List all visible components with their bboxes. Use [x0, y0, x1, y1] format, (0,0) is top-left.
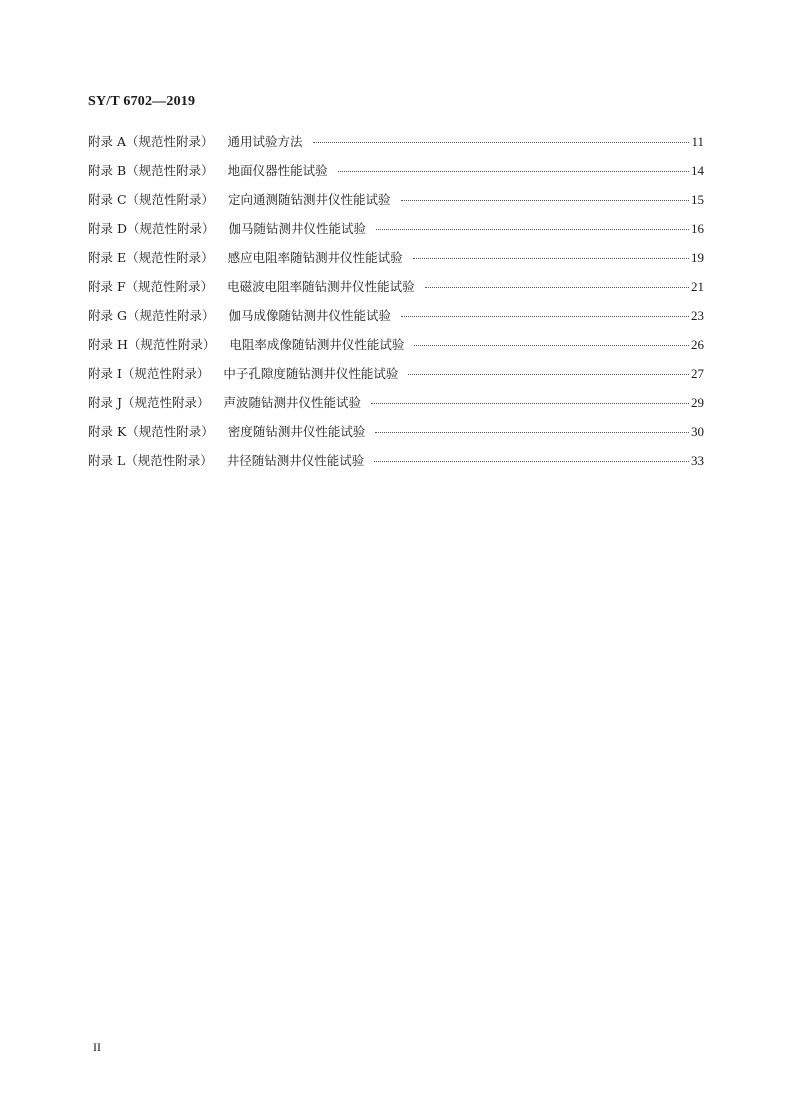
toc-leader	[414, 344, 689, 346]
toc-leader	[408, 373, 689, 375]
toc-item-label: 附录 B（规范性附录）	[88, 163, 214, 178]
toc-item-page: 26	[691, 337, 704, 352]
toc-item-label: 附录 L（规范性附录）	[88, 453, 213, 468]
toc-item-appendix-i[interactable]	[88, 364, 704, 393]
toc-leader	[413, 257, 689, 259]
toc-item-page: 27	[691, 366, 704, 381]
toc-item-appendix-f[interactable]	[88, 277, 704, 306]
toc-item-label: 附录 A（规范性附录）	[88, 134, 214, 149]
toc-item-label: 附录 K（规范性附录）	[88, 424, 214, 439]
toc-item-page: 33	[691, 453, 704, 468]
toc-leader	[375, 431, 689, 433]
toc-item-title: 电阻率成像随钻测井仪性能试验	[229, 337, 405, 352]
toc-item-page: 21	[691, 279, 704, 294]
toc-item-page: 23	[691, 308, 704, 323]
standard-code: SY/T 6702—2019	[88, 94, 196, 109]
toc-item-page: 16	[691, 221, 704, 236]
toc-item-appendix-b[interactable]	[88, 161, 704, 190]
toc-item-appendix-a[interactable]	[88, 132, 704, 161]
toc-item-label: 附录 E（规范性附录）	[88, 250, 214, 265]
toc-item-appendix-d[interactable]	[88, 219, 704, 248]
toc-leader	[425, 286, 689, 288]
toc-item-title: 中子孔隙度随钻测井仪性能试验	[223, 366, 399, 381]
toc-item-appendix-k[interactable]	[88, 422, 704, 451]
toc-leader	[371, 402, 689, 404]
toc-item-appendix-c[interactable]	[88, 190, 704, 219]
toc-leader	[338, 170, 689, 172]
toc-item-label: 附录 G（规范性附录）	[88, 308, 215, 323]
toc-item-label: 附录 H（规范性附录）	[88, 337, 216, 352]
toc-item-title: 井径随钻测井仪性能试验	[226, 453, 365, 468]
toc-item-title: 地面仪器性能试验	[227, 163, 328, 178]
toc-item-appendix-g[interactable]	[88, 306, 704, 335]
toc-item-page: 15	[691, 192, 704, 207]
toc-item-page: 14	[691, 163, 704, 178]
toc-item-page: 19	[691, 250, 704, 265]
toc-item-label: 附录 D（规范性附录）	[88, 221, 215, 236]
table-of-contents	[88, 132, 704, 480]
toc-item-label: 附录 I（规范性附录）	[88, 366, 210, 381]
toc-leader	[374, 460, 689, 462]
toc-leader	[401, 315, 689, 317]
toc-item-title: 通用试验方法	[227, 134, 303, 149]
toc-item-appendix-l[interactable]	[88, 451, 704, 480]
toc-item-title: 电磁波电阻率随钻测井仪性能试验	[227, 279, 415, 294]
toc-leader	[376, 228, 689, 230]
toc-item-page: 11	[691, 134, 704, 149]
toc-item-label: 附录 J（规范性附录）	[88, 395, 210, 410]
toc-item-title: 定向通测随钻测井仪性能试验	[228, 192, 391, 207]
toc-leader	[401, 199, 689, 201]
page-number: II	[93, 1040, 101, 1054]
toc-item-page: 29	[691, 395, 704, 410]
toc-item-appendix-h[interactable]	[88, 335, 704, 364]
toc-item-label: 附录 C（规范性附录）	[88, 192, 215, 207]
toc-item-title: 声波随钻测井仪性能试验	[223, 395, 362, 410]
toc-item-title: 伽马随钻测井仪性能试验	[228, 221, 367, 236]
toc-item-title: 感应电阻率随钻测井仪性能试验	[227, 250, 403, 265]
toc-leader	[313, 141, 690, 143]
toc-item-appendix-e[interactable]	[88, 248, 704, 277]
toc-item-title: 密度随钻测井仪性能试验	[227, 424, 366, 439]
toc-item-label: 附录 F（规范性附录）	[88, 279, 214, 294]
toc-item-page: 30	[691, 424, 704, 439]
toc-item-appendix-j[interactable]	[88, 393, 704, 422]
toc-item-title: 伽马成像随钻测井仪性能试验	[228, 308, 391, 323]
